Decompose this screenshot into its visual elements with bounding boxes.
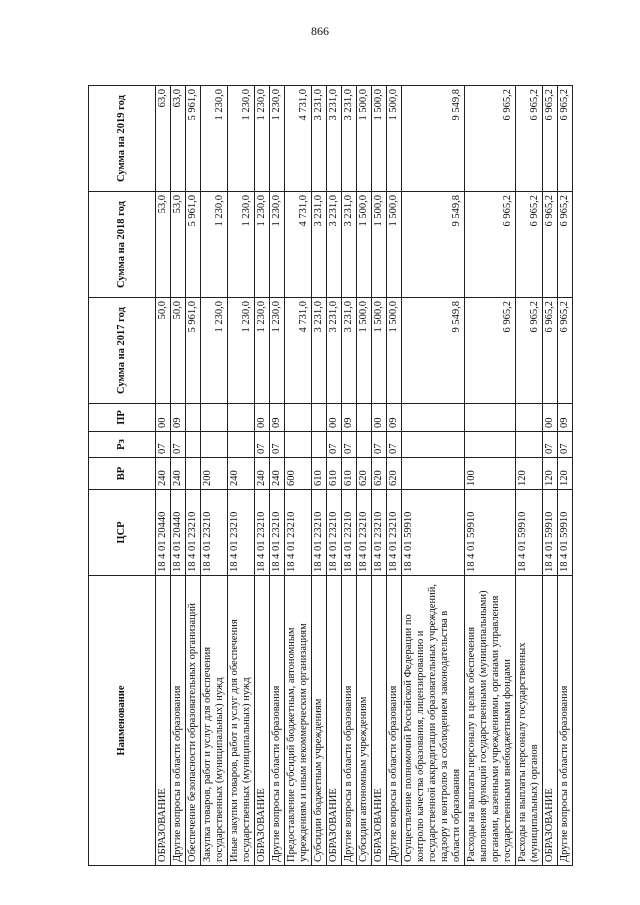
row-sum-2019: 6 965,2 [543, 86, 558, 192]
row-pr [201, 404, 228, 432]
row-sum-2018: 6 965,2 [465, 192, 516, 298]
row-sum-2017: 6 965,2 [558, 298, 573, 404]
header-rz: Рз [89, 432, 156, 458]
row-sum-2017: 1 500,0 [387, 298, 402, 404]
row-rz: 07 [342, 432, 357, 458]
row-sum-2018: 6 965,2 [543, 192, 558, 298]
row-rz: 07 [372, 432, 387, 458]
row-sum-2018: 1 500,0 [387, 192, 402, 298]
row-sum-2019: 1 500,0 [372, 86, 387, 192]
row-sum-2018: 53,0 [156, 192, 171, 298]
row-vr: 610 [342, 458, 357, 490]
row-rz: 07 [558, 432, 573, 458]
row-sum-2017: 50,0 [171, 298, 186, 404]
row-sum-2017: 3 231,0 [312, 298, 327, 404]
row-csr: 18 4 01 23210 [255, 490, 270, 576]
row-pr: 09 [558, 404, 573, 432]
row-name: Осуществление полномочий Российской Федерации по контролю качества образования, лицензированию и государственной аккредитации образовательных учреждений, надзору и контролю за соблюдением законодательства в области образования [402, 576, 465, 866]
row-rz: 07 [171, 432, 186, 458]
row-csr: 18 4 01 23210 [228, 490, 255, 576]
row-rz: 07 [255, 432, 270, 458]
row-rz [516, 432, 543, 458]
table-header-row [89, 86, 156, 866]
row-rz [402, 432, 465, 458]
row-name: Закупка товаров, работ и услуг для обеспечения государственных (муниципальных) нужд [201, 576, 228, 866]
row-sum-2018: 3 231,0 [312, 192, 327, 298]
budget-table [88, 85, 573, 866]
row-pr [465, 404, 516, 432]
row-sum-2018: 1 230,0 [270, 192, 285, 298]
row-vr: 100 [465, 458, 516, 490]
rotated-table-container [88, 86, 570, 866]
row-pr: 09 [171, 404, 186, 432]
row-sum-2018: 6 965,2 [516, 192, 543, 298]
row-sum-2019: 6 965,2 [465, 86, 516, 192]
header-pr: ПР [89, 404, 156, 432]
row-sum-2018: 1 230,0 [228, 192, 255, 298]
row-name: Иные закупки товаров, работ и услуг для обеспечения государственных (муниципальных) нужд [228, 576, 255, 866]
row-sum-2018: 3 231,0 [327, 192, 342, 298]
table-row [516, 86, 543, 866]
row-pr: 00 [327, 404, 342, 432]
row-name: ОБРАЗОВАНИЕ [255, 576, 270, 866]
row-name: Другие вопросы в области образования [558, 576, 573, 866]
row-vr: 240 [228, 458, 255, 490]
row-sum-2018: 3 231,0 [342, 192, 357, 298]
row-name: Другие вопросы в области образования [342, 576, 357, 866]
row-vr [402, 458, 465, 490]
table-row [357, 86, 372, 866]
row-vr: 620 [372, 458, 387, 490]
row-sum-2019: 3 231,0 [312, 86, 327, 192]
row-vr [186, 458, 201, 490]
row-sum-2017: 9 549,8 [402, 298, 465, 404]
row-sum-2019: 1 230,0 [255, 86, 270, 192]
row-pr [357, 404, 372, 432]
row-sum-2019: 3 231,0 [342, 86, 357, 192]
row-sum-2017: 5 961,0 [186, 298, 201, 404]
row-sum-2017: 4 731,0 [285, 298, 312, 404]
table-row [558, 86, 573, 866]
row-sum-2019: 1 500,0 [387, 86, 402, 192]
row-csr: 18 4 01 23210 [186, 490, 201, 576]
row-pr [285, 404, 312, 432]
table-row [465, 86, 516, 866]
row-sum-2019: 1 230,0 [270, 86, 285, 192]
table-row [402, 86, 465, 866]
row-csr: 18 4 01 23210 [327, 490, 342, 576]
row-vr: 240 [255, 458, 270, 490]
header-vr: ВР [89, 458, 156, 490]
header-sum-2018: Сумма на 2018 год [89, 192, 156, 298]
header-name: Наименование [89, 576, 156, 866]
row-name: Другие вопросы в области образования [171, 576, 186, 866]
row-sum-2019: 3 231,0 [327, 86, 342, 192]
row-rz: 07 [270, 432, 285, 458]
row-csr: 18 4 01 23210 [342, 490, 357, 576]
row-name: ОБРАЗОВАНИЕ [543, 576, 558, 866]
table-body [156, 86, 573, 866]
row-pr: 00 [372, 404, 387, 432]
row-vr: 620 [357, 458, 372, 490]
row-rz [201, 432, 228, 458]
row-vr: 120 [516, 458, 543, 490]
row-pr: 09 [270, 404, 285, 432]
row-name: Субсидии автономным учреждениям [357, 576, 372, 866]
table-row [285, 86, 312, 866]
row-sum-2018: 1 230,0 [255, 192, 270, 298]
row-csr: 18 4 01 23210 [372, 490, 387, 576]
row-sum-2018: 1 500,0 [357, 192, 372, 298]
row-name: Расходы на выплаты персоналу в целях обеспечения выполнения функций государственными (муниципальными) органами, казенными учреждениями, органами управления государственными внебюджетными фондами [465, 576, 516, 866]
row-sum-2017: 1 230,0 [270, 298, 285, 404]
row-sum-2019: 63,0 [156, 86, 171, 192]
table-row [270, 86, 285, 866]
header-csr: ЦСР [89, 490, 156, 576]
row-csr: 18 4 01 23210 [270, 490, 285, 576]
row-sum-2017: 3 231,0 [327, 298, 342, 404]
table-row [228, 86, 255, 866]
table-row [543, 86, 558, 866]
row-sum-2017: 1 230,0 [255, 298, 270, 404]
row-vr: 620 [387, 458, 402, 490]
row-pr: 09 [387, 404, 402, 432]
row-rz [465, 432, 516, 458]
row-csr: 18 4 01 20440 [171, 490, 186, 576]
row-csr: 18 4 01 59910 [558, 490, 573, 576]
row-rz: 07 [156, 432, 171, 458]
row-csr: 18 4 01 20440 [156, 490, 171, 576]
header-sum-2017: Сумма на 2017 год [89, 298, 156, 404]
row-sum-2017: 6 965,2 [543, 298, 558, 404]
row-name: Другие вопросы в области образования [387, 576, 402, 866]
row-sum-2017: 6 965,2 [465, 298, 516, 404]
row-sum-2018: 53,0 [171, 192, 186, 298]
row-vr: 120 [558, 458, 573, 490]
row-rz [228, 432, 255, 458]
row-csr: 18 4 01 59910 [543, 490, 558, 576]
row-sum-2017: 1 500,0 [357, 298, 372, 404]
row-name: Субсидии бюджетным учреждениям [312, 576, 327, 866]
table-row [327, 86, 342, 866]
row-sum-2018: 4 731,0 [285, 192, 312, 298]
row-pr [516, 404, 543, 432]
row-vr: 240 [156, 458, 171, 490]
row-pr [228, 404, 255, 432]
row-rz [186, 432, 201, 458]
row-sum-2017: 3 231,0 [342, 298, 357, 404]
row-sum-2017: 1 230,0 [228, 298, 255, 404]
row-pr: 00 [543, 404, 558, 432]
row-csr: 18 4 01 59910 [402, 490, 465, 576]
row-csr: 18 4 01 59910 [465, 490, 516, 576]
row-sum-2017: 6 965,2 [516, 298, 543, 404]
row-sum-2019: 63,0 [171, 86, 186, 192]
row-pr: 00 [156, 404, 171, 432]
row-rz: 07 [387, 432, 402, 458]
row-vr: 610 [312, 458, 327, 490]
row-pr [312, 404, 327, 432]
table-row [255, 86, 270, 866]
row-csr: 18 4 01 59910 [516, 490, 543, 576]
row-sum-2018: 5 961,0 [186, 192, 201, 298]
row-rz: 07 [543, 432, 558, 458]
row-name: ОБРАЗОВАНИЕ [372, 576, 387, 866]
row-csr: 18 4 01 23210 [285, 490, 312, 576]
table-row [186, 86, 201, 866]
row-name: Предоставление субсидий бюджетным, автономным учреждениям и иным некоммерческим организациям [285, 576, 312, 866]
row-rz [285, 432, 312, 458]
header-sum-2019: Сумма на 2019 год [89, 86, 156, 192]
row-name: ОБРАЗОВАНИЕ [327, 576, 342, 866]
row-sum-2019: 1 230,0 [228, 86, 255, 192]
row-pr: 00 [255, 404, 270, 432]
row-name: ОБРАЗОВАНИЕ [156, 576, 171, 866]
row-sum-2019: 1 230,0 [201, 86, 228, 192]
row-name: Обеспечение безопасности образовательных организаций [186, 576, 201, 866]
table-row [342, 86, 357, 866]
row-sum-2019: 6 965,2 [558, 86, 573, 192]
row-name: Расходы на выплаты персоналу государственных (муниципальных) органов [516, 576, 543, 866]
row-csr: 18 4 01 23210 [201, 490, 228, 576]
table-row [171, 86, 186, 866]
row-name: Другие вопросы в области образования [270, 576, 285, 866]
page-number: 866 [311, 24, 329, 38]
row-rz [357, 432, 372, 458]
row-sum-2019: 6 965,2 [516, 86, 543, 192]
row-vr: 120 [543, 458, 558, 490]
row-pr [186, 404, 201, 432]
row-vr: 610 [327, 458, 342, 490]
row-pr [402, 404, 465, 432]
row-sum-2017: 1 230,0 [201, 298, 228, 404]
row-sum-2018: 6 965,2 [558, 192, 573, 298]
row-sum-2018: 1 500,0 [372, 192, 387, 298]
table-row [372, 86, 387, 866]
row-csr: 18 4 01 23210 [387, 490, 402, 576]
row-vr: 200 [201, 458, 228, 490]
row-vr: 600 [285, 458, 312, 490]
row-sum-2018: 1 230,0 [201, 192, 228, 298]
row-sum-2017: 1 500,0 [372, 298, 387, 404]
row-sum-2019: 4 731,0 [285, 86, 312, 192]
row-sum-2017: 50,0 [156, 298, 171, 404]
row-vr: 240 [171, 458, 186, 490]
row-csr: 18 4 01 23210 [357, 490, 372, 576]
row-sum-2019: 9 549,8 [402, 86, 465, 192]
row-pr: 09 [342, 404, 357, 432]
row-sum-2019: 5 961,0 [186, 86, 201, 192]
row-rz [312, 432, 327, 458]
row-vr: 240 [270, 458, 285, 490]
table-row [201, 86, 228, 866]
table-row [387, 86, 402, 866]
row-sum-2018: 9 549,8 [402, 192, 465, 298]
row-csr: 18 4 01 23210 [312, 490, 327, 576]
table-row [312, 86, 327, 866]
row-rz: 07 [327, 432, 342, 458]
table-row [156, 86, 171, 866]
row-sum-2019: 1 500,0 [357, 86, 372, 192]
